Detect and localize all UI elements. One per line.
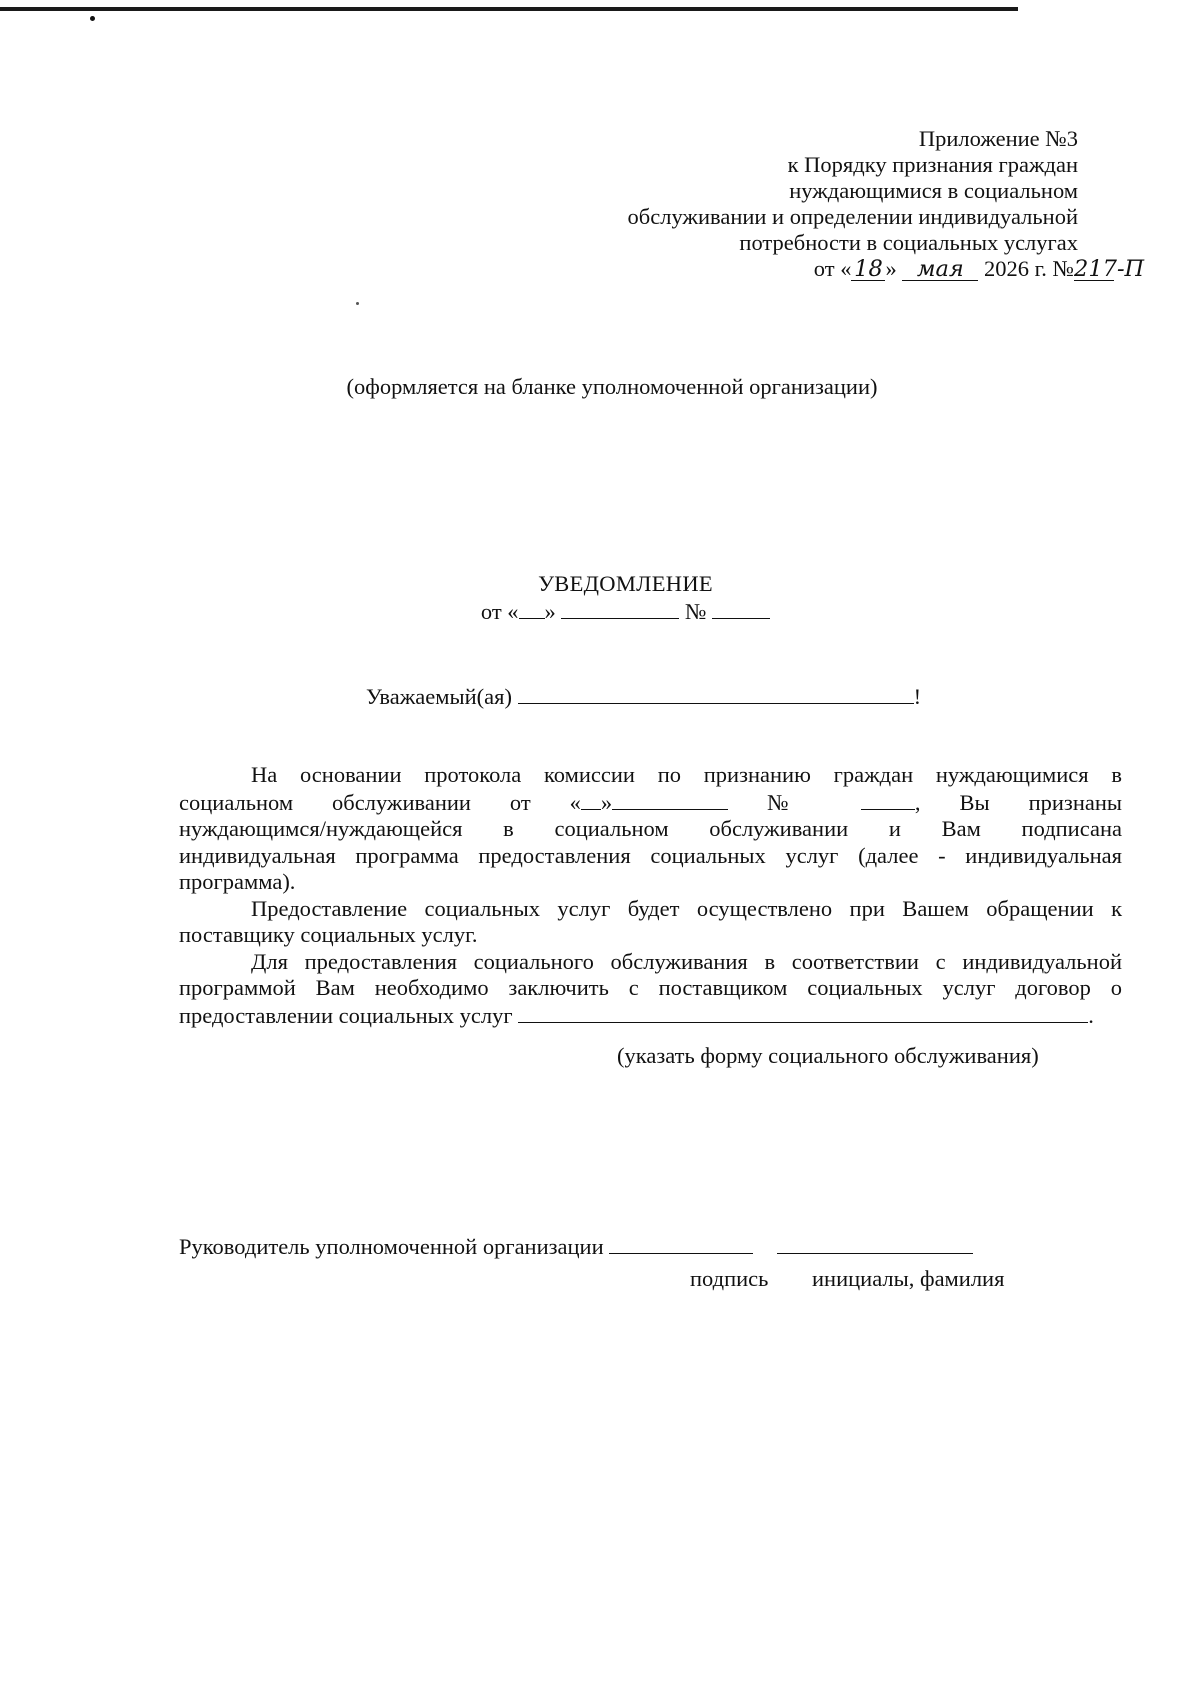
paragraph-line: нуждающимся/нуждающейся в социальном обслуживании и Вам подписана [179, 816, 1122, 841]
paragraph-line: предоставлении социальных услуг . [179, 1002, 1094, 1028]
blank-protocol-day [581, 789, 601, 810]
handwritten-number: 217-П [1074, 256, 1145, 282]
paragraph-line: поставщику социальных услуг. [179, 922, 478, 947]
greeting: Уважаемый(ая) ! [366, 684, 922, 709]
paragraph-line: Для предоставления социального обслуживания в соответствии с индивидуальной [251, 948, 1122, 974]
service-form-caption: (указать форму социального обслуживания) [617, 1043, 1039, 1068]
paragraph-line: социальном обслуживании от « » № , Вы признаны [179, 789, 1123, 815]
appendix-line: обслуживании и определении индивидуальной [627, 204, 1078, 229]
appendix-date: от « 18 » мая 2026 г. №217-П [813, 256, 1145, 282]
handwritten-month: мая [902, 258, 978, 281]
notice-body [179, 762, 1122, 1029]
appendix-line: нуждающимися в социальном [789, 178, 1078, 203]
handwritten-day: 18 [851, 258, 885, 281]
paragraph-line: Предоставление социальных услуг будет осуществлено при Вашем обращении к [251, 895, 1122, 921]
blank-number [712, 598, 770, 619]
paragraph-line: программа). [179, 869, 296, 894]
blank-initials-surname [777, 1233, 973, 1254]
blank-day [519, 598, 545, 619]
appendix-line: к Порядку признания граждан [787, 152, 1078, 177]
blank-month [561, 598, 679, 619]
blank-note: (оформляется на бланке уполномоченной организации) [346, 374, 878, 399]
notice-date-number: от « » № [51, 598, 1200, 626]
initials-caption: инициалы, фамилия [812, 1266, 1005, 1291]
blank-signature [609, 1233, 753, 1254]
appendix-header [627, 126, 1145, 282]
blank-protocol-month [612, 789, 728, 810]
appendix-title: Приложение №3 [918, 126, 1078, 151]
blank-recipient-name [518, 683, 914, 704]
signature-line: Руководитель уполномоченной организации [179, 1233, 973, 1260]
signature-caption: подпись [690, 1266, 769, 1291]
scan-speck [356, 302, 359, 305]
notice-title-block [0, 570, 1200, 626]
paragraph-line: индивидуальная программа предоставления социальных услуг (далее - индивидуальная [179, 842, 1122, 868]
blank-protocol-number [861, 789, 915, 810]
blank-service-form [518, 1002, 1088, 1023]
scan-edge-line [0, 7, 1018, 11]
appendix-line: потребности в социальных услугах [739, 230, 1078, 255]
scan-speck [90, 16, 95, 21]
paragraph-line: программой Вам необходимо заключить с поставщиком социальных услуг договор о [179, 975, 1122, 1000]
notice-title: УВЕДОМЛЕНИЕ [538, 571, 713, 596]
paragraph-line: На основании протокола комиссии по признанию граждан нуждающимися в [251, 762, 1122, 787]
